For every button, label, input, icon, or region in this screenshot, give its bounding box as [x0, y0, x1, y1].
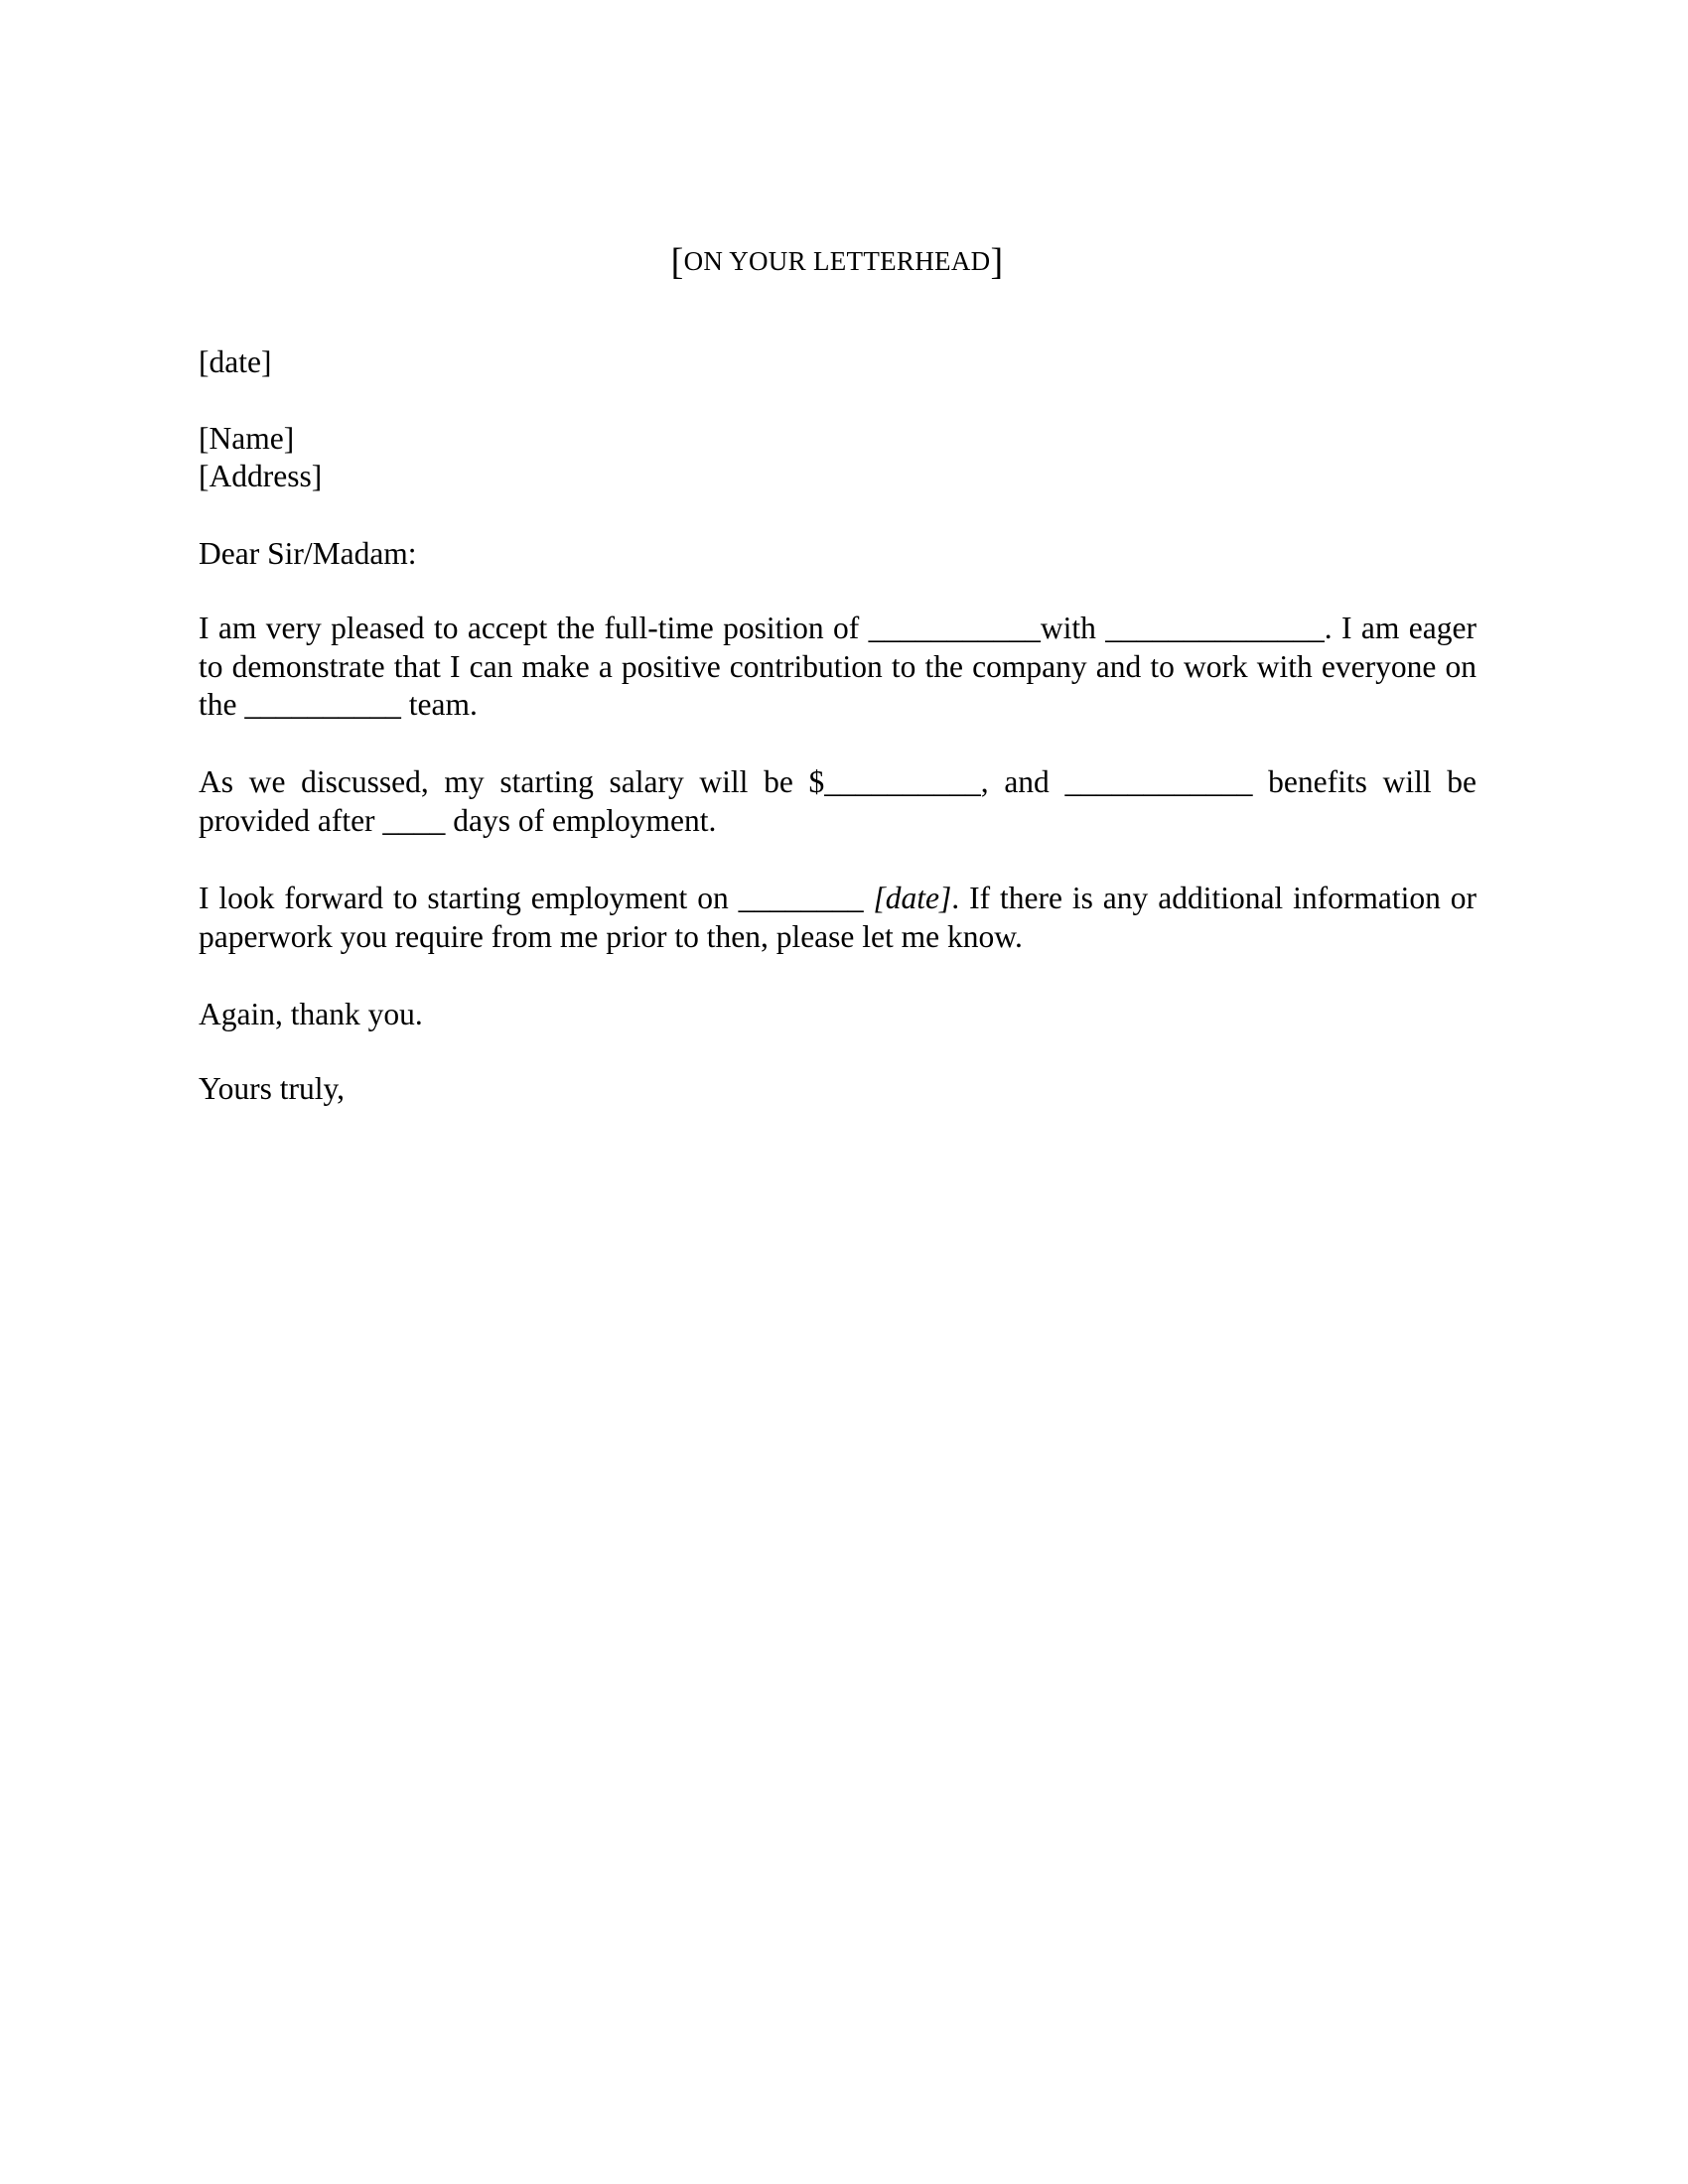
closing-line: Yours truly,	[199, 1071, 346, 1106]
paragraph-acceptance: I am very pleased to accept the full-time position of ___________with ______________. I am eager to demonstrate that I can make a positive contribution to the company and to work with everyone on the __________ team.	[199, 611, 1477, 722]
recipient-name: [Name]	[199, 421, 295, 456]
bracket-open: [	[670, 241, 684, 283]
paragraph-salary: As we discussed, my starting salary will be $__________, and ____________ benefits will be provided after ____ days of employment.	[199, 764, 1477, 838]
start-date-text: I look forward to starting employment on ________	[199, 881, 874, 915]
letterhead-text: ON YOUR LETTERHEAD	[683, 246, 991, 276]
thanks-line: Again, thank you.	[199, 997, 423, 1031]
letterhead-placeholder	[0, 240, 1674, 284]
bracket-close: ]	[990, 241, 1004, 283]
paragraph-start-date	[199, 880, 1477, 956]
recipient-address: [Address]	[199, 459, 323, 493]
date-placeholder: [date]	[873, 881, 952, 915]
date-line: [date]	[199, 344, 272, 379]
salutation: Dear Sir/Madam:	[199, 536, 417, 571]
start-date-text-rest: . If there is any additional information or paperwork you require from me prior to then, please let me know.	[199, 881, 1477, 954]
